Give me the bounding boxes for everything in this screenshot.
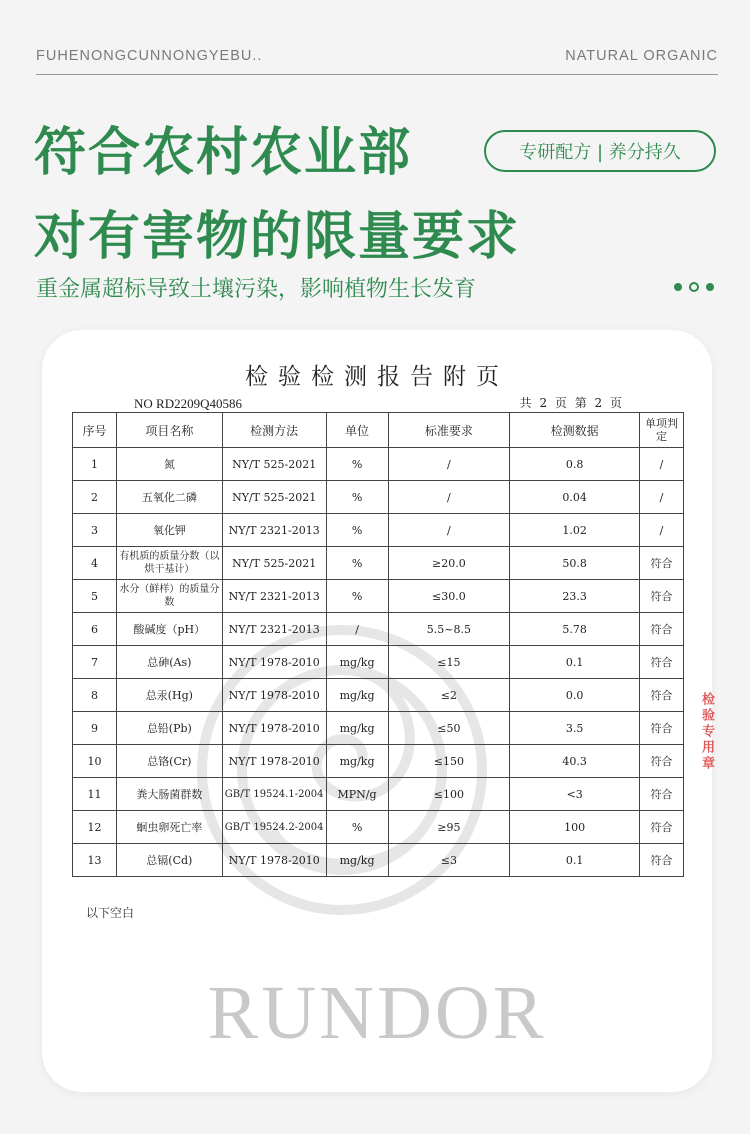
table-cell: 12 <box>73 811 117 844</box>
table-cell: NY/T 1978-2010 <box>222 844 326 877</box>
table-cell: ≤30.0 <box>388 580 510 613</box>
table-cell: ≤15 <box>388 646 510 679</box>
dot-icon <box>706 283 714 291</box>
ring-dot-icon <box>689 282 699 292</box>
table-cell: 13 <box>73 844 117 877</box>
table-cell: 符合 <box>640 811 684 844</box>
table-cell: % <box>326 448 388 481</box>
table-row <box>73 712 684 745</box>
table-cell: % <box>326 514 388 547</box>
table-cell: 符合 <box>640 547 684 580</box>
table-cell: NY/T 525-2021 <box>222 448 326 481</box>
headline-line-2: 对有害物的限量要求 <box>34 207 521 267</box>
table-cell: 6 <box>73 613 117 646</box>
table-cell: / <box>326 613 388 646</box>
table-cell: NY/T 1978-2010 <box>222 712 326 745</box>
table-row <box>73 613 684 646</box>
header-cell: 检测数据 <box>510 413 640 448</box>
table-cell: 氮 <box>116 448 222 481</box>
header-left-tag: FUHENONGCUNNONGYEBU.. <box>36 48 263 64</box>
table-cell: 40.3 <box>510 745 640 778</box>
table-row <box>73 778 684 811</box>
table-row <box>73 679 684 712</box>
headline-line-1: 符合农村农业部 <box>34 123 413 183</box>
table-cell: 7 <box>73 646 117 679</box>
table-cell: 0.0 <box>510 679 640 712</box>
table-cell: % <box>326 547 388 580</box>
table-cell: % <box>326 481 388 514</box>
table-cell: 总镉(Cd) <box>116 844 222 877</box>
table-cell: 五氧化二磷 <box>116 481 222 514</box>
table-cell: 总砷(As) <box>116 646 222 679</box>
table-cell: NY/T 525-2021 <box>222 481 326 514</box>
table-cell: GB/T 19524.1-2004 <box>222 778 326 811</box>
table-cell: 9 <box>73 712 117 745</box>
test-results-table <box>72 412 684 877</box>
table-cell: 5.5~8.5 <box>388 613 510 646</box>
table-cell: 2 <box>73 481 117 514</box>
table-row <box>73 547 684 580</box>
table-cell: / <box>640 514 684 547</box>
table-cell: 8 <box>73 679 117 712</box>
table-cell: 总铅(Pb) <box>116 712 222 745</box>
table-cell: ≥95 <box>388 811 510 844</box>
table-cell: NY/T 1978-2010 <box>222 679 326 712</box>
table-cell: / <box>388 448 510 481</box>
table-cell: NY/T 2321-2013 <box>222 514 326 547</box>
table-footnote: 以下空白 <box>86 906 135 920</box>
table-cell: NY/T 525-2021 <box>222 547 326 580</box>
table-cell: 有机质的质量分数（以烘干基计） <box>116 547 222 580</box>
table-cell: GB/T 19524.2-2004 <box>222 811 326 844</box>
dot-icon <box>674 283 682 291</box>
table-row <box>73 844 684 877</box>
table-cell: 符合 <box>640 745 684 778</box>
table-cell: mg/kg <box>326 745 388 778</box>
table-cell: 0.1 <box>510 646 640 679</box>
header-cell: 标准要求 <box>388 413 510 448</box>
table-cell: NY/T 2321-2013 <box>222 613 326 646</box>
table-row <box>73 481 684 514</box>
table-cell: 23.3 <box>510 580 640 613</box>
table-cell: 0.8 <box>510 448 640 481</box>
table-cell: 总铬(Cr) <box>116 745 222 778</box>
table-cell: 4 <box>73 547 117 580</box>
table-cell: 蛔虫卵死亡率 <box>116 811 222 844</box>
table-cell: 0.04 <box>510 481 640 514</box>
report-title: 检验检测报告附页 <box>245 364 509 390</box>
table-cell: 符合 <box>640 580 684 613</box>
table-cell: NY/T 1978-2010 <box>222 646 326 679</box>
table-cell: 10 <box>73 745 117 778</box>
table-cell: 1.02 <box>510 514 640 547</box>
table-cell: 3.5 <box>510 712 640 745</box>
table-cell: ≤3 <box>388 844 510 877</box>
header-cell: 检测方法 <box>222 413 326 448</box>
table-cell: 50.8 <box>510 547 640 580</box>
feature-badge: 专研配方 | 养分持久 <box>484 130 716 172</box>
header-cell: 单项判定 <box>640 413 684 448</box>
table-cell: 符合 <box>640 712 684 745</box>
table-cell: 3 <box>73 514 117 547</box>
table-row <box>73 646 684 679</box>
table-cell: 总汞(Hg) <box>116 679 222 712</box>
brand-watermark: RUNDOR <box>207 971 547 1055</box>
header-cell: 单位 <box>326 413 388 448</box>
table-cell: 符合 <box>640 778 684 811</box>
table-cell: / <box>388 514 510 547</box>
report-number: NO RD2209Q40586 <box>134 396 242 411</box>
table-cell: ≤50 <box>388 712 510 745</box>
table-cell: 100 <box>510 811 640 844</box>
table-cell: mg/kg <box>326 646 388 679</box>
table-cell: ≤100 <box>388 778 510 811</box>
table-cell: <3 <box>510 778 640 811</box>
table-row <box>73 580 684 613</box>
table-cell: / <box>640 448 684 481</box>
table-cell: 符合 <box>640 844 684 877</box>
header-cell: 项目名称 <box>116 413 222 448</box>
table-cell: ≤2 <box>388 679 510 712</box>
table-cell: 符合 <box>640 679 684 712</box>
table-cell: 符合 <box>640 646 684 679</box>
table-cell: / <box>388 481 510 514</box>
table-cell: 5.78 <box>510 613 640 646</box>
report-page-info: 共 2 页 第 2 页 <box>519 396 624 410</box>
decorative-dots <box>674 282 714 292</box>
report-card <box>42 330 712 1092</box>
table-cell: 氧化钾 <box>116 514 222 547</box>
table-cell: 1 <box>73 448 117 481</box>
table-cell: % <box>326 811 388 844</box>
table-header-row <box>73 413 684 448</box>
table-cell: 0.1 <box>510 844 640 877</box>
table-row <box>73 448 684 481</box>
table-cell: mg/kg <box>326 679 388 712</box>
table-cell: 5 <box>73 580 117 613</box>
header-divider <box>36 74 718 75</box>
table-row <box>73 811 684 844</box>
table-cell: 水分（鲜样）的质量分数 <box>116 580 222 613</box>
table-cell: 符合 <box>640 613 684 646</box>
inspection-stamp: 检验专用章 <box>699 692 714 772</box>
table-cell: % <box>326 580 388 613</box>
header-right-tag: NATURAL ORGANIC <box>565 48 718 64</box>
table-cell: NY/T 2321-2013 <box>222 580 326 613</box>
table-cell: 酸碱度（pH） <box>116 613 222 646</box>
table-cell: 11 <box>73 778 117 811</box>
table-cell: / <box>640 481 684 514</box>
table-cell: mg/kg <box>326 712 388 745</box>
table-row <box>73 514 684 547</box>
table-cell: ≥20.0 <box>388 547 510 580</box>
table-cell: mg/kg <box>326 844 388 877</box>
table-cell: ≤150 <box>388 745 510 778</box>
subtitle: 重金属超标导致土壤污染，影响植物生长发育 <box>36 277 477 302</box>
table-row <box>73 745 684 778</box>
header-cell: 序号 <box>73 413 117 448</box>
table-cell: NY/T 1978-2010 <box>222 745 326 778</box>
table-cell: MPN/g <box>326 778 388 811</box>
table-cell: 粪大肠菌群数 <box>116 778 222 811</box>
